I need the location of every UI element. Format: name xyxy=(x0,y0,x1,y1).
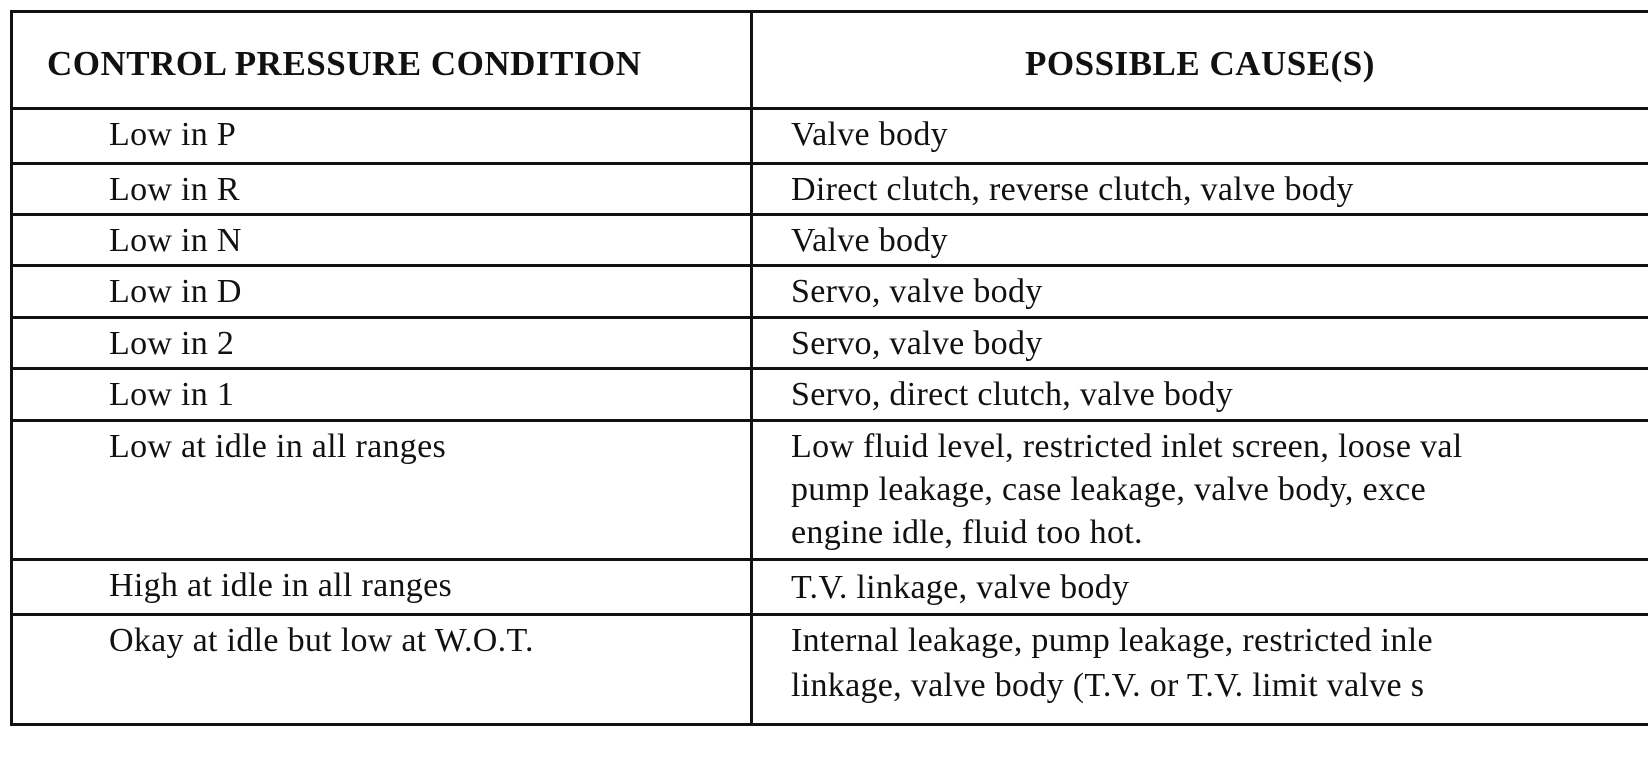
causes-text: Direct clutch, reverse clutch, valve body xyxy=(791,171,1354,208)
causes-cell xyxy=(753,110,1648,162)
causes-text: Servo, direct clutch, valve body xyxy=(791,376,1234,413)
table-row xyxy=(13,370,1648,422)
condition-cell xyxy=(13,165,750,213)
causes-text: Servo, valve body xyxy=(791,273,1043,310)
header-cell-condition xyxy=(13,13,750,107)
table-header-row xyxy=(13,13,1648,110)
pressure-diagnosis-table xyxy=(10,10,1648,726)
causes-cell xyxy=(753,165,1648,213)
table-row xyxy=(13,422,1648,561)
table-row xyxy=(13,319,1648,370)
causes-text-line-2: pump leakage, case leakage, valve body, exce xyxy=(791,471,1426,508)
causes-text: T.V. linkage, valve body xyxy=(791,569,1130,606)
condition-text: Low in R xyxy=(109,171,240,208)
header-causes-label: POSSIBLE CAUSE(S) xyxy=(1025,44,1375,83)
condition-text: Low in 2 xyxy=(109,325,235,362)
condition-text: Low in N xyxy=(109,222,242,259)
table-row xyxy=(13,110,1648,165)
causes-text-line-2: linkage, valve body (T.V. or T.V. limit valve s xyxy=(791,667,1425,704)
causes-text: Valve body xyxy=(791,116,948,153)
condition-cell xyxy=(13,110,750,162)
table-row xyxy=(13,216,1648,267)
causes-text: Servo, valve body xyxy=(791,325,1043,362)
condition-text: High at idle in all ranges xyxy=(109,567,452,604)
condition-cell xyxy=(13,422,750,558)
condition-text: Okay at idle but low at W.O.T. xyxy=(109,622,534,659)
causes-text-line-1: Internal leakage, pump leakage, restricted inle xyxy=(791,622,1433,659)
causes-cell xyxy=(753,267,1648,316)
condition-cell xyxy=(13,370,750,419)
table-row xyxy=(13,267,1648,319)
condition-cell xyxy=(13,319,750,367)
causes-text-line-1: Low fluid level, restricted inlet screen, loose val xyxy=(791,428,1463,465)
condition-cell xyxy=(13,216,750,264)
table-row xyxy=(13,616,1648,726)
table-row xyxy=(13,165,1648,216)
causes-cell xyxy=(753,422,1648,558)
condition-text: Low at idle in all ranges xyxy=(109,428,447,465)
causes-cell xyxy=(753,216,1648,264)
table-row xyxy=(13,561,1648,616)
causes-text-line-3: engine idle, fluid too hot. xyxy=(791,514,1143,551)
condition-cell xyxy=(13,561,750,613)
condition-text: Low in 1 xyxy=(109,376,235,413)
causes-cell xyxy=(753,561,1648,613)
condition-cell xyxy=(13,616,750,726)
causes-cell xyxy=(753,616,1648,726)
header-cell-causes xyxy=(753,13,1648,107)
causes-cell xyxy=(753,370,1648,419)
condition-cell xyxy=(13,267,750,316)
condition-text: Low in P xyxy=(109,116,237,153)
header-condition-label: CONTROL PRESSURE CONDITION xyxy=(47,44,642,83)
causes-cell xyxy=(753,319,1648,367)
condition-text: Low in D xyxy=(109,273,242,310)
causes-text: Valve body xyxy=(791,222,948,259)
